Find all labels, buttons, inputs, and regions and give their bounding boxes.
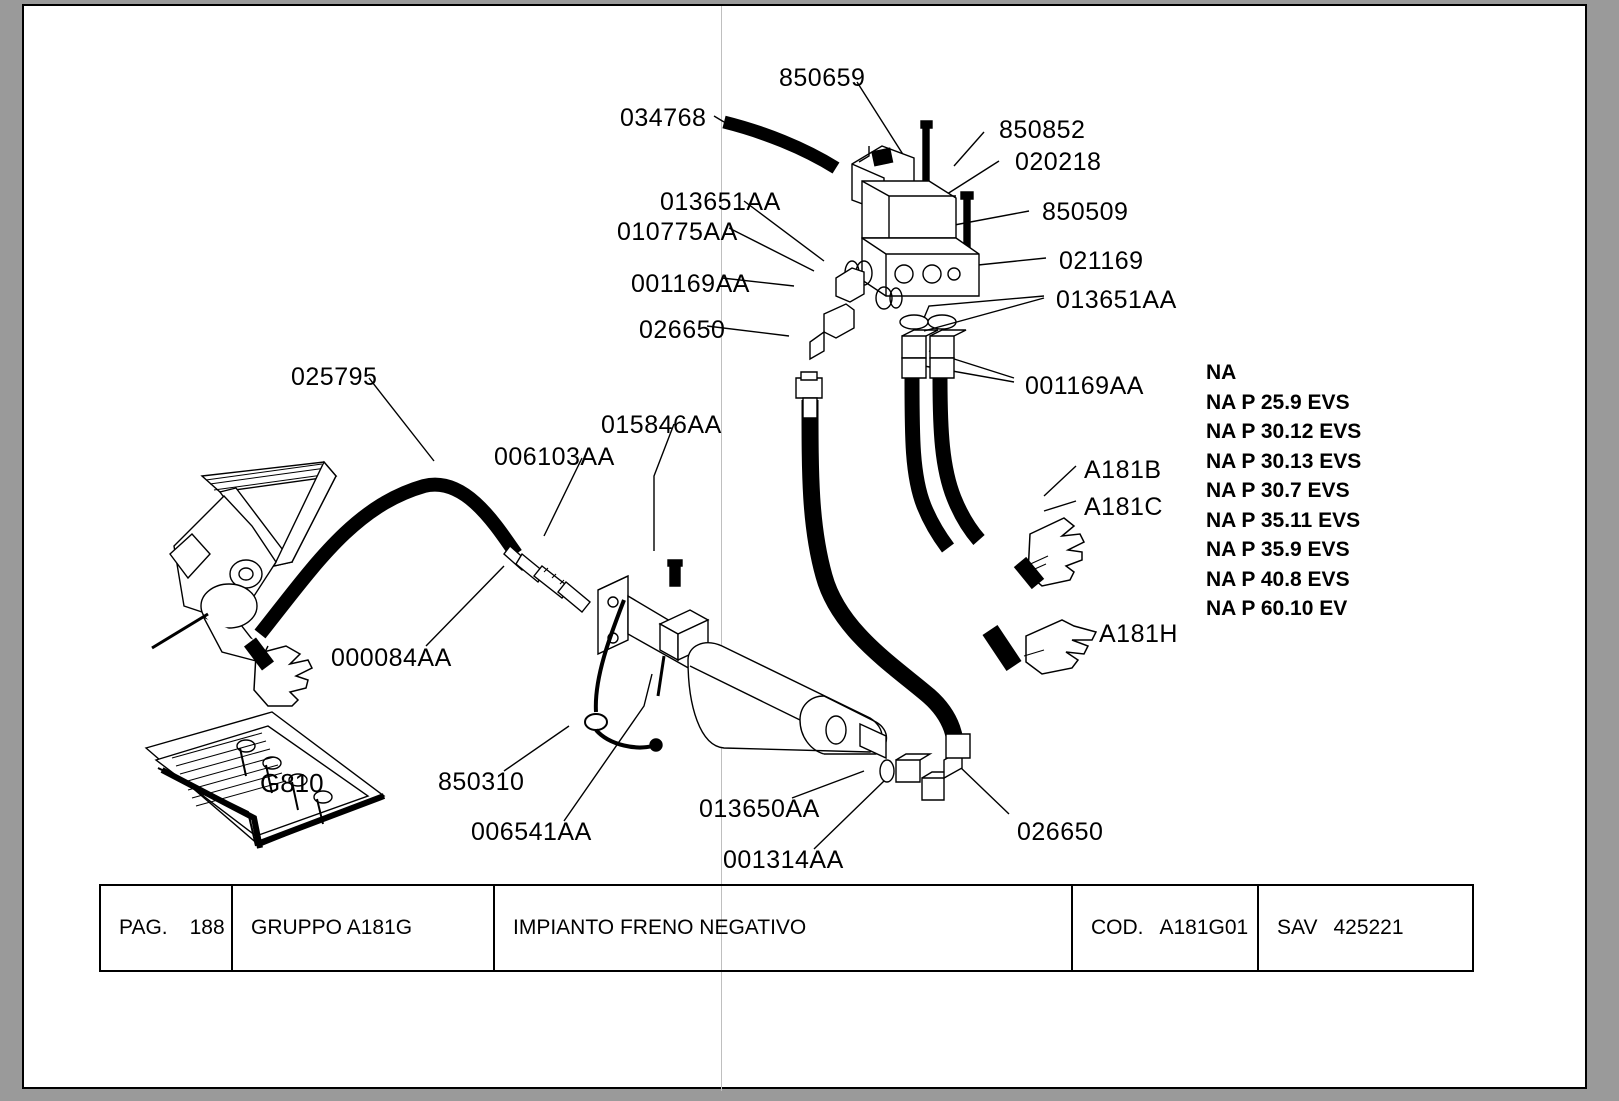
callout-026650: 026650 <box>639 316 726 344</box>
sav-value: 425221 <box>1333 916 1404 939</box>
code-value: A181G01 <box>1159 916 1249 939</box>
variant-item: NA P 30.13 EVS <box>1206 449 1362 473</box>
callout-013651AA-right: 013651AA <box>1056 286 1177 314</box>
callout-013651AA-left: 013651AA <box>660 188 781 216</box>
callout-034768: 034768 <box>620 104 707 132</box>
code-label: COD. <box>1091 916 1144 939</box>
variant-item: NA P 25.9 EVS <box>1206 390 1350 414</box>
callout-A181H: A181H <box>1099 620 1178 648</box>
variant-item: NA P 60.10 EV <box>1206 597 1348 620</box>
callout-025795: 025795 <box>291 363 378 391</box>
callout-850509: 850509 <box>1042 198 1129 226</box>
title-block-description-cell: IMPIANTO FRENO NEGATIVO <box>495 886 1073 970</box>
variant-item: NA P 35.9 EVS <box>1206 538 1350 561</box>
technical-drawing-sheet <box>22 4 1587 1089</box>
title-block <box>99 884 1474 972</box>
page-label: PAG. <box>119 916 168 939</box>
callout-850852: 850852 <box>999 116 1086 144</box>
callout-006103AA: 006103AA <box>494 443 615 471</box>
variant-item: NA P 35.11 EVS <box>1206 508 1361 532</box>
callout-020218: 020218 <box>1015 148 1102 176</box>
callout-A181C: A181C <box>1084 493 1163 521</box>
callout-001169AA-left: 001169AA <box>631 270 750 298</box>
title-block-code-cell <box>1073 886 1259 970</box>
callout-850659: 850659 <box>779 64 866 92</box>
callout-013650AA: 013650AA <box>699 795 820 823</box>
manual-label-g810: G810 <box>260 768 324 798</box>
callout-001314AA: 001314AA <box>723 846 844 874</box>
variant-item: NA P 30.12 EVS <box>1206 420 1362 443</box>
title-block-sav-cell <box>1259 886 1472 970</box>
variant-item: NA <box>1206 361 1237 384</box>
page-number: 188 <box>189 916 225 939</box>
callout-010775AA: 010775AA <box>617 218 738 246</box>
variant-item: NA P 30.7 EVS <box>1206 479 1350 502</box>
variant-item: NA P 40.8 EVS <box>1206 567 1350 591</box>
sav-label: SAV <box>1277 916 1318 939</box>
callout-000084AA: 000084AA <box>331 644 452 672</box>
model-variants-list <box>1206 358 1361 624</box>
title-block-group-cell: GRUPPO A181G <box>233 886 495 970</box>
callout-A181B: A181B <box>1084 456 1162 484</box>
callout-026650-lower: 026650 <box>1017 818 1104 846</box>
callout-001169AA-right: 001169AA <box>1025 372 1144 400</box>
callout-015846AA: 015846AA <box>601 411 722 439</box>
callout-021169: 021169 <box>1059 247 1144 275</box>
callout-006541AA: 006541AA <box>471 818 592 846</box>
title-block-page-cell <box>101 886 233 970</box>
callout-850310: 850310 <box>438 768 525 796</box>
